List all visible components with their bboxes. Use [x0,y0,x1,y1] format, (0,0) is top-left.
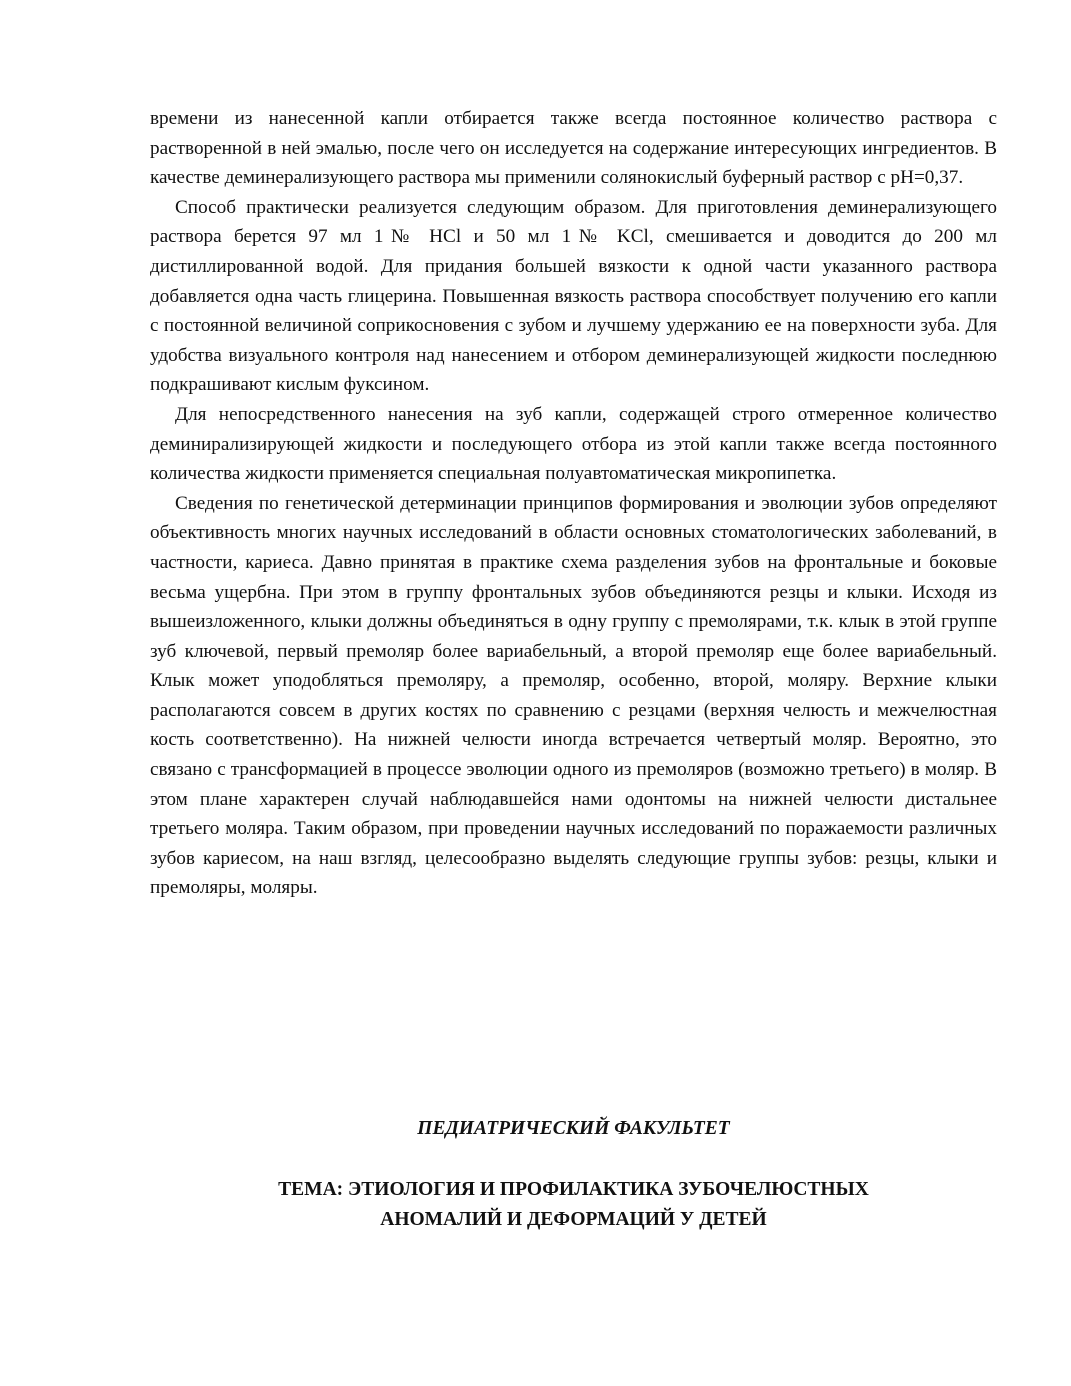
faculty-heading: ПЕДИАТРИЧЕСКИЙ ФАКУЛЬТЕТ [417,1118,730,1139]
paragraph-3: Для непосредственного нанесения на зуб капли, содержащей строго отмеренное количество деминирализирующей жидкости и последующего отбора из этой капли также всегда постоянного количества жидкости применяется специальная полуавтоматическая микропипетка. [150,403,997,485]
paragraph-2: Способ практически реализуется следующим образом. Для приготовления деминерализующего раствора берется 97 мл 1№ HCl и 50 мл 1№ KCl, смешивается и доводится до 200 мл дистиллированной водой. Для придания большей вязкости к одной части указанного раствора добавляется одна часть глицерина. Повышенная вязкость раствора способствует получению его капли с постоянной величиной соприкосновения с зубом и лучшему удержанию ее на поверхности зуба. Для удобства визуального контроля над нанесением и отбором деминерализующей жидкости последнюю подкрашивают кислым фуксином. [150,196,997,396]
paragraph-1: времени из нанесенной капли отбирается также всегда постоянное количество раствора с растворенной в ней эмалью, после чего он исследуется на содержание интересующих ингредиентов. В качестве деминерализующего раствора мы применили солянокислый буферный раствор с pH=0,37. [150,108,997,189]
topic-heading [150,1175,997,1235]
topic-heading-line-1: ТЕМА: ЭТИОЛОГИЯ И ПРОФИЛАКТИКА ЗУБОЧЕЛЮСТНЫХ [278,1179,869,1200]
topic-heading-line-2: АНОМАЛИЙ И ДЕФОРМАЦИЙ У ДЕТЕЙ [380,1209,767,1230]
paragraph-4: Сведения по генетической детерминации принципов формирования и эволюции зубов определяют объективность многих научных исследований в области основных стоматологических заболеваний, в частности, кариеса. Давно принятая в практике схема разделения зубов на фронтальные и боковые весьма ущербна. При этом в группу фронтальных зубов объединяются резцы и клыки. Исходя из вышеизложенного, клыки должны объединяться в одну группу с премолярами, т.к. клык в этой группе зуб ключевой, первый премоляр более вариабельный, а второй премоляр еще более вариабельный. Клык может уподобляться премоляру, а премоляр, особенно, второй, моляру. Верхние клыки располагаются совсем в других костях по сравнению с резцами (верхняя челюсть и межчелюстная кость соответственно). На нижней челюсти иногда встречается четвертый моляр. Вероятно, это связано с трансформацией в процессе эволюции одного из премоляров (возможно третьего) в моляр. В этом плане характерен случай наблюдавшейся нами одонтомы на нижней челюсти дистальнее третьего моляра. Таким образом, при проведении научных исследований по поражаемости различных зубов кариесом, на наш взгляд, целесообразно выделять следующие группы зубов: резцы, клыки и премоляры, моляры. [150,492,997,899]
document-body [150,104,997,903]
